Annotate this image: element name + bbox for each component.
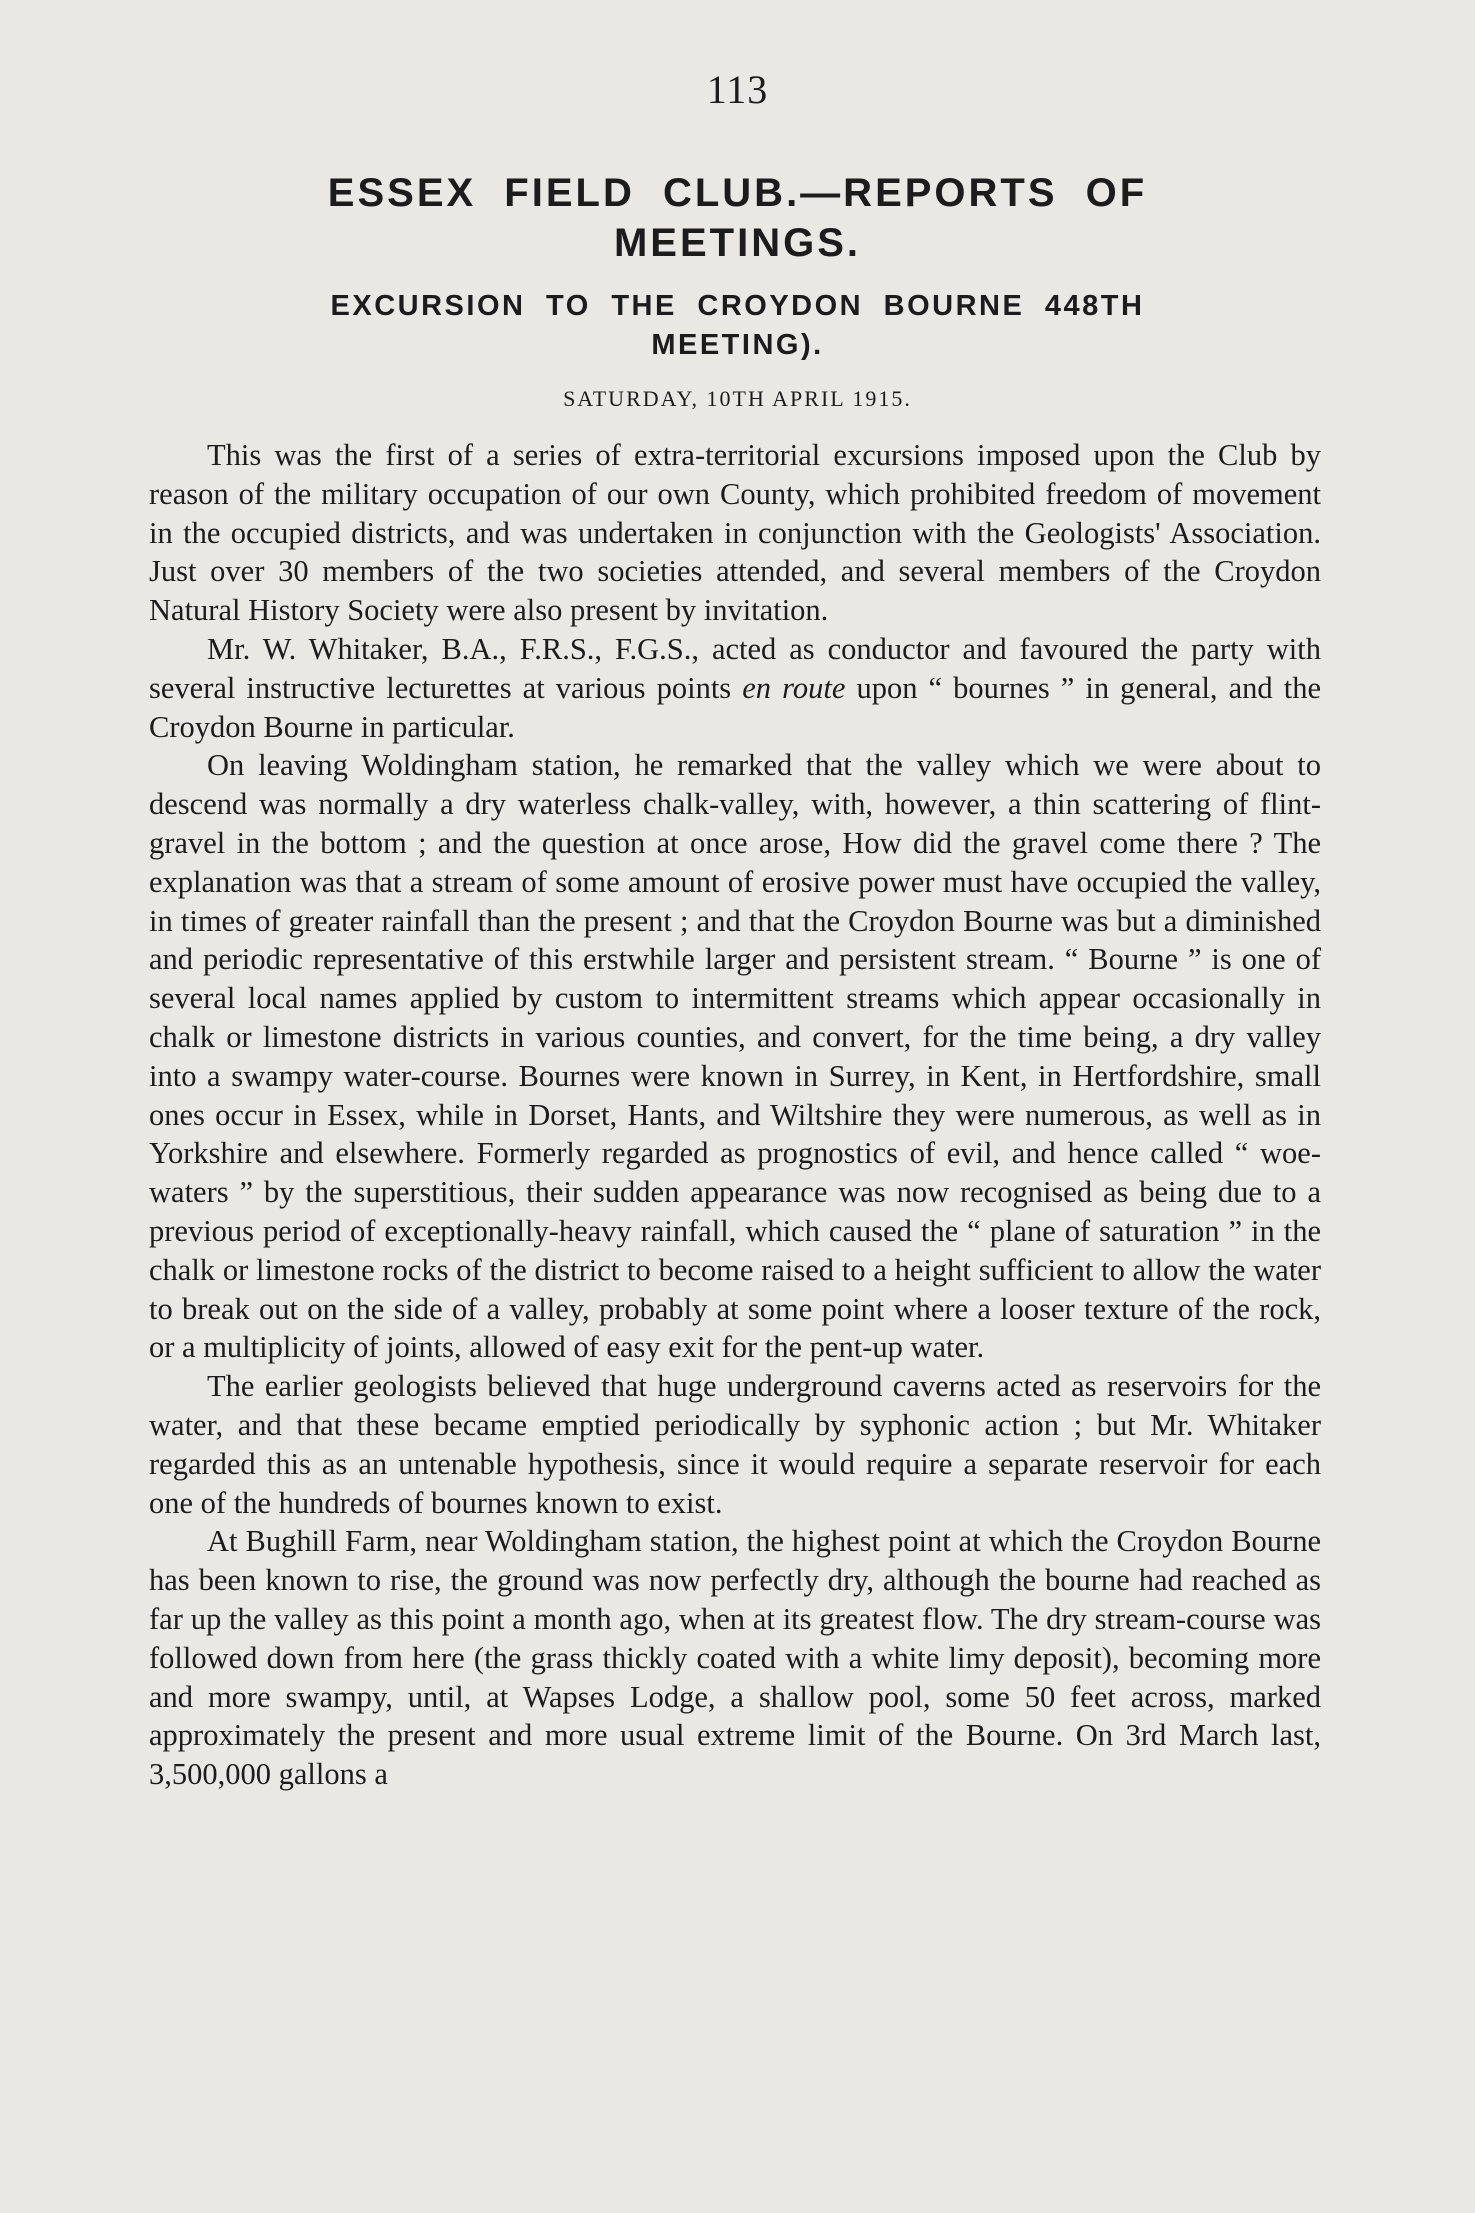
section-subtitle: EXCURSION TO THE CROYDON BOURNE 448TH MEETING). [330,290,1145,361]
body-text [149,436,1321,1794]
paragraph-2-italic: en route [742,670,846,705]
paragraph-5: At Bughill Farm, near Woldingham station, the highest point at which the Croydon Bourne has been known to rise, the ground was now perfectly dry, although the bourne had reached as far up the valley as this point a month ago, when at its greatest flow. The dry stream-course was followed down from here (the grass thickly coated with a white limy deposit), becoming more and more swampy, until, at Wapses Lodge, a shallow pool, some 50 feet across, marked approximately the present and more usual extreme limit of the Bourne. On 3rd March last, 3,500,000 gallons a [149,1524,1321,1792]
paragraph-1: This was the first of a series of extra-territorial excursions imposed upon the Club by reason of the military occupation of our own County, which prohibited freedom of movement in the occupied districts, and was undertaken in conjunction with the Geologists' Association. Just over 30 members of the two societies attended, and several members of the Croydon Natural History Society were also present by invitation. [149,438,1321,628]
paragraph-2 [149,630,1321,746]
paragraph-2-text-before: Mr. W. Whitaker, B.A., F.R.S., F.G.S., acted as conductor and favoured the party with several instructive lecturettes at various points [149,631,1321,705]
paragraph-3: On leaving Woldingham station, he remarked that the valley which we were about to descend was normally a dry waterless chalk-valley, with, however, a thin scattering of flint-gravel in the bottom ; and the question at once arose, How did the gravel come there ? The explanation was that a stream of some amount of erosive power must have occupied the valley, in times of greater rainfall than the present ; and that the Croydon Bourne was but a diminished and periodic representative of this erstwhile larger and persistent stream. “ Bourne ” is one of several local names applied by custom to intermittent streams which appear occasionally in chalk or limestone districts in various counties, and convert, for the time being, a dry valley into a swampy water-course. Bournes were known in Surrey, in Kent, in Hertfordshire, small ones occur in Essex, while in Dorset, Hants, and Wiltshire they were numerous, as well as in Yorkshire and elsewhere. Formerly regarded as prognostics of evil, and hence called “ woe-waters ” by the superstitious, their sudden appearance was now recognised as being due to a previous period of exceptionally-heavy rainfall, which caused the “ plane of saturation ” in the chalk or limestone rocks of the district to become raised to a height sufficient to allow the water to break out on the side of a valley, probably at some point where a looser texture of the rock, or a multiplicity of joints, allowed of easy exit for the pent-up water. [149,748,1321,1365]
paragraph-4: The earlier geologists believed that huge underground caverns acted as reservoirs for the water, and that these became emptied periodically by syphonic action ; but Mr. Whitaker regarded this as an untenable hypothesis, since it would require a separate reservoir for each one of the hundreds of bournes known to exist. [149,1369,1321,1520]
paragraph-2-text-after: upon “ bournes ” in general, and the Croydon Bourne in particular. [149,670,1322,744]
page-title: ESSEX FIELD CLUB.—REPORTS OF MEETINGS. [327,171,1148,265]
page-number: 113 [706,67,769,112]
meeting-date: SATURDAY, 10TH APRIL 1915. [563,386,912,411]
